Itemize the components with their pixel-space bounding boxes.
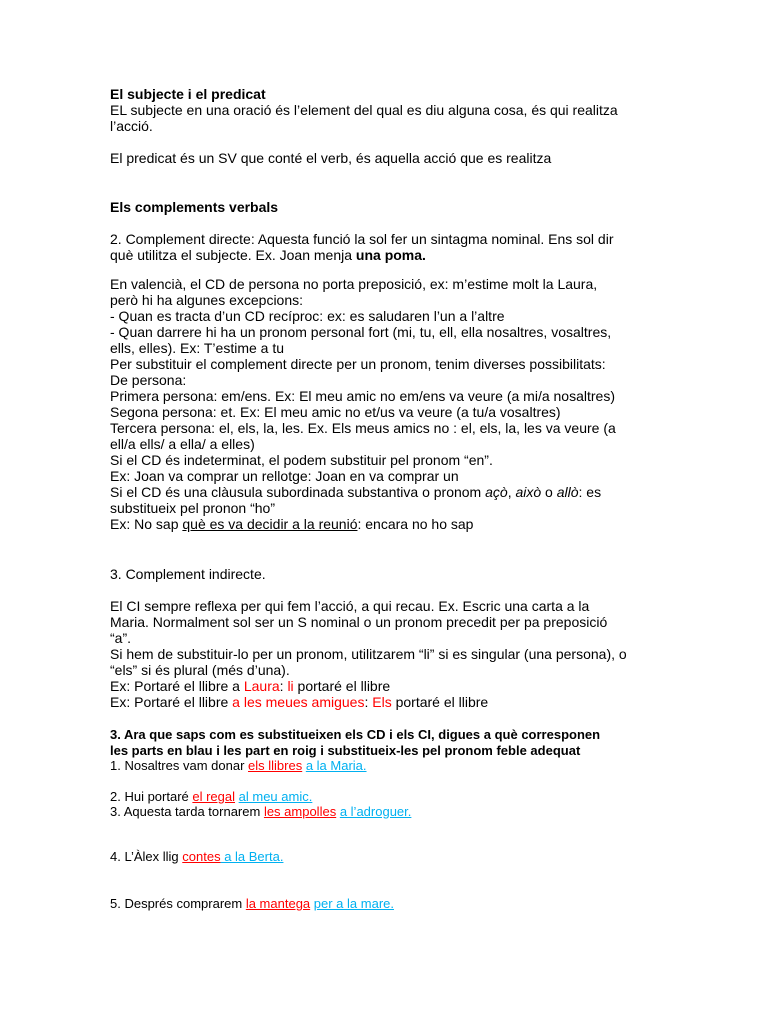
paragraph-line: l’acció. (110, 118, 153, 134)
highlighted-red: li (287, 678, 294, 694)
paragraph-line: El CI sempre reflexa per qui fem l’acció, a qui recau. Ex. Escric una carta a la (110, 598, 590, 614)
bold-example: una poma. (355, 247, 426, 263)
text-run: 5. Després comprarem (110, 896, 246, 911)
red-part: la mantega (245, 896, 311, 911)
paragraph-line: “a”. (110, 630, 131, 646)
text-run: : encara no ho sap (357, 516, 474, 532)
paragraph-line: però hi ha algunes excepcions: (110, 292, 304, 308)
exercise-item (110, 849, 283, 865)
paragraph-line: En valencià, el CD de persona no porta preposició, ex: m’estime molt la Laura, (110, 276, 598, 292)
text-run: què utilitza el subjecte. Ex. Joan menja (110, 247, 356, 263)
paragraph-line (110, 516, 473, 532)
text-run: : (364, 694, 373, 710)
paragraph-line: “els” si és plural (més d’una). (110, 662, 290, 678)
text-run: portaré el llibre (293, 678, 391, 694)
highlighted-red: Els (372, 694, 392, 710)
paragraph-line: 2. Complement directe: Aquesta funció la sol fer un sintagma nominal. Ens sol dir (110, 231, 614, 247)
exercise-item (110, 789, 312, 805)
text-run: , (507, 484, 516, 500)
text-run: Ex: No sap (110, 516, 183, 532)
paragraph-line: Tercera persona: el, els, la, les. Ex. Els meus amics no : el, els, la, les va veure (a (110, 420, 616, 436)
blue-part: per a la mare. (313, 896, 394, 911)
paragraph-line: Si el CD és indeterminat, el podem substituir pel pronom “en”. (110, 452, 493, 468)
paragraph-line (110, 694, 488, 710)
paragraph-line: De persona: (110, 372, 187, 388)
exercise-title: les parts en blau i les part en roig i substitueix-les pel pronom feble adequat (110, 743, 581, 758)
italic-pronoun: això (515, 484, 542, 500)
italic-pronoun: açò (485, 484, 508, 500)
exercise-item (110, 804, 411, 820)
paragraph-line: ell/a ells/ a ella/ a elles) (110, 436, 255, 452)
text-run: 2. Hui portaré (110, 789, 193, 804)
exercise-item (110, 896, 394, 912)
blue-part: a l’adroguer. (339, 804, 412, 819)
paragraph-line: Maria. Normalment sol ser un S nominal o un pronom precedit per pa preposició (110, 614, 608, 630)
italic-pronoun: allò (556, 484, 579, 500)
highlighted-red: Laura (243, 678, 280, 694)
paragraph-line (110, 247, 426, 263)
text-run: portaré el llibre (391, 694, 489, 710)
paragraph-line (110, 678, 390, 694)
text-run: 1. Nosaltres vam donar (110, 758, 249, 773)
text-run: : es (578, 484, 602, 500)
paragraph-line: substitueix pel pronon “ho” (110, 500, 275, 516)
section-title-indirect: 3. Complement indirecte. (110, 566, 266, 582)
text-run: Ex: Portaré el llibre (110, 694, 233, 710)
blue-part: a la Maria. (305, 758, 367, 773)
paragraph-line: Primera persona: em/ens. Ex: El meu amic no em/ens va veure (a mi/a nosaltres) (110, 388, 615, 404)
paragraph-line: - Quan darrere hi ha un pronom personal fort (mi, tu, ell, ella nosaltres, vosaltres, (110, 324, 612, 340)
exercise-title: 3. Ara que saps com es substitueixen els CD i els CI, digues a què corresponen (110, 727, 601, 742)
red-part: els llibres (248, 758, 303, 773)
section-title-subject: El subjecte i el predicat (110, 86, 266, 102)
text-run: o (541, 484, 557, 500)
paragraph-line: Per substituir el complement directe per un pronom, tenim diverses possibilitats: (110, 356, 606, 372)
paragraph-line: - Quan es tracta d’un CD recíproc: ex: es saludaren l’un a l’altre (110, 308, 505, 324)
red-part: el regal (192, 789, 236, 804)
paragraph-line (110, 484, 601, 500)
exercise-item (110, 758, 367, 774)
paragraph-line: Si hem de substituir-lo per un pronom, utilitzarem “li” si es singular (una persona), o (110, 646, 627, 662)
highlighted-red: a les meues amigues (232, 694, 365, 710)
text-run: Ex: Portaré el llibre a (110, 678, 244, 694)
red-part: les ampolles (263, 804, 337, 819)
text-run: : (279, 678, 288, 694)
red-part: contes (182, 849, 221, 864)
paragraph-line: El predicat és un SV que conté el verb, és aquella acció que es realitza (110, 150, 552, 166)
underlined-clause: què es va decidir a la reunió (182, 516, 358, 532)
section-title-complements: Els complements verbals (110, 199, 279, 215)
text-run: Si el CD és una clàusula subordinada substantiva o pronom (110, 484, 486, 500)
blue-part: al meu amic. (238, 789, 313, 804)
text-run: 4. L’Àlex llig (110, 849, 183, 864)
paragraph-line: Segona persona: et. Ex: El meu amic no et/us va veure (a tu/a vosaltres) (110, 404, 561, 420)
text-run: 3. Aquesta tarda tornarem (110, 804, 264, 819)
paragraph-line: Ex: Joan va comprar un rellotge: Joan en va comprar un (110, 468, 459, 484)
paragraph-line: EL subjecte en una oració és l’element del qual es diu alguna cosa, és qui realitza (110, 102, 618, 118)
paragraph-line: ells, elles). Ex: T’estime a tu (110, 340, 285, 356)
blue-part: a la Berta. (220, 849, 284, 864)
